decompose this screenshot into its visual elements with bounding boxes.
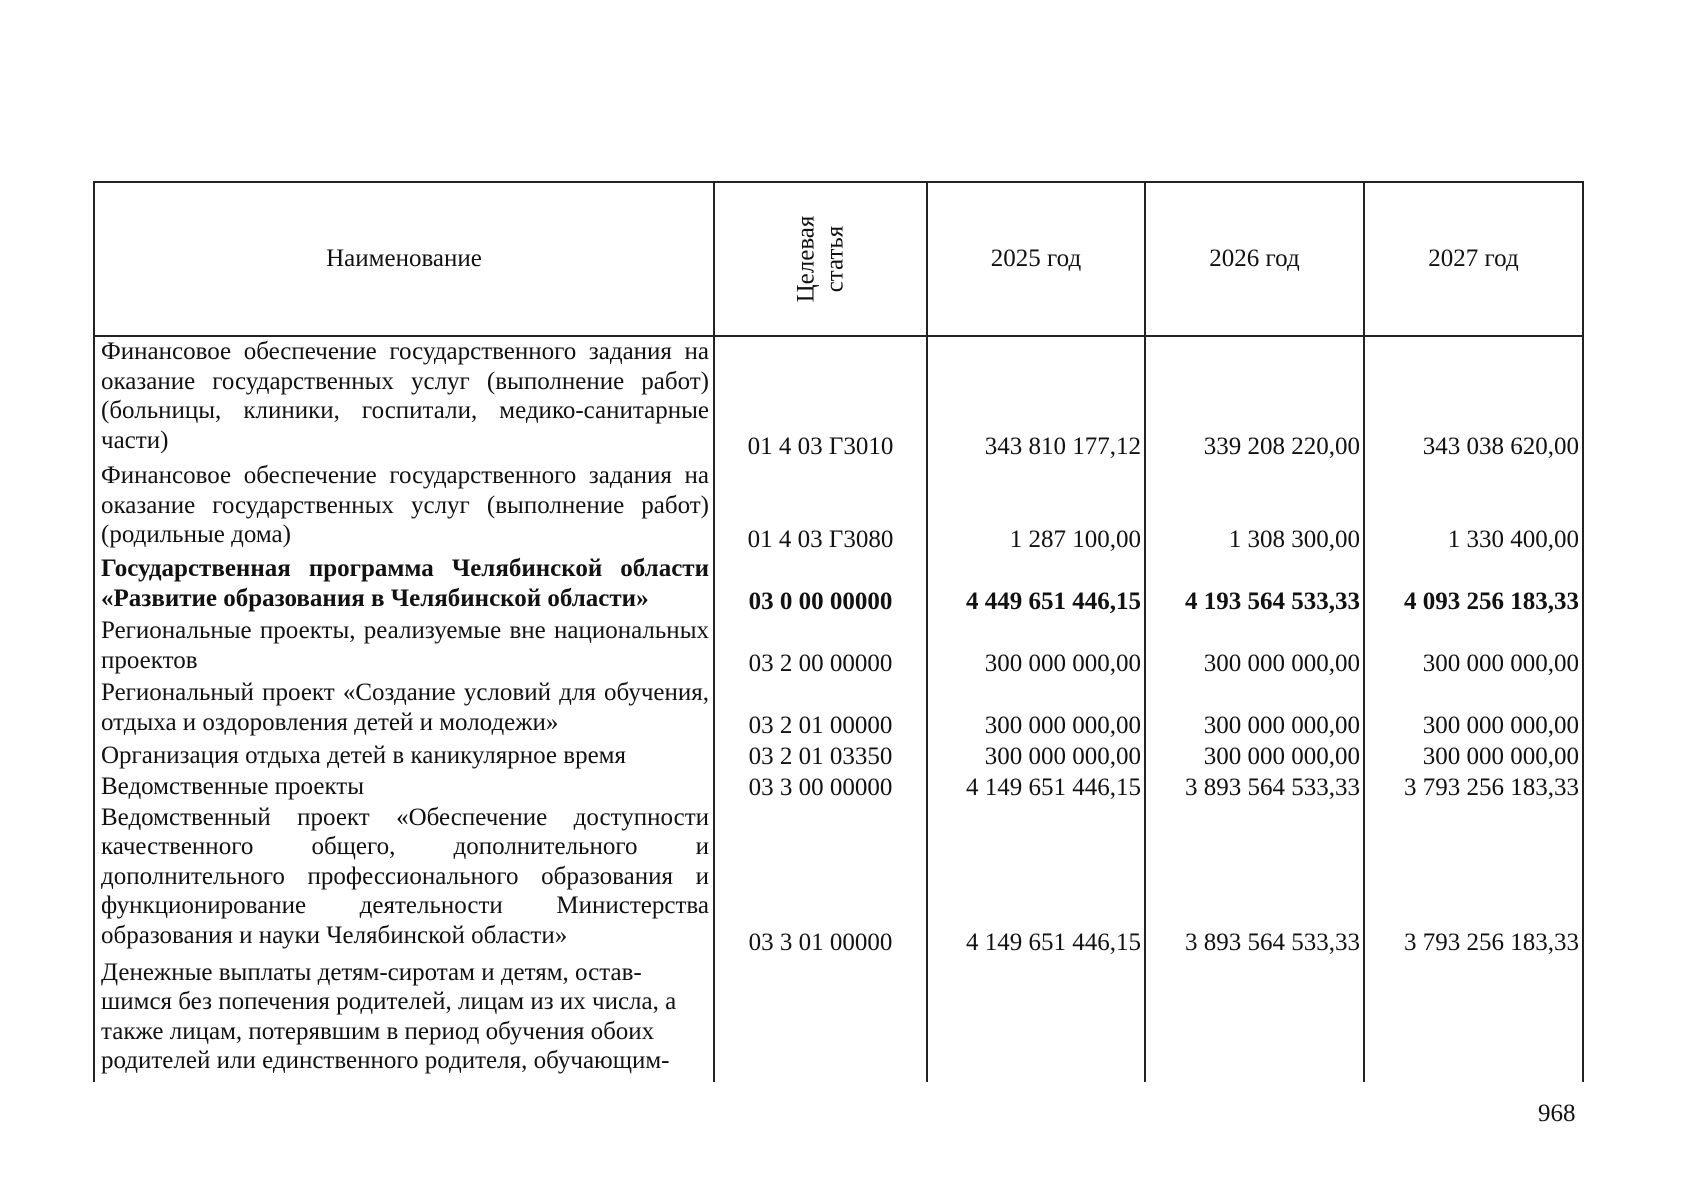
- header-2025: 2025 год: [927, 182, 1145, 336]
- row-2027: 3 793 256 183,33: [1364, 772, 1583, 803]
- table-row-continued: [94, 958, 1583, 1082]
- row-name: Финансовое обеспечение государственного задания на оказание государственных услуг (выполнение работ) (больницы, клиники, госпитали, медико-санитарные части): [94, 336, 714, 461]
- row-code: 03 3 01 00000: [714, 803, 927, 958]
- row-code: 01 4 03 Г3080: [714, 461, 927, 554]
- table-row: [94, 803, 1583, 958]
- row-code: 03 2 01 03350: [714, 741, 927, 772]
- row-2027: 1 330 400,00: [1364, 461, 1583, 554]
- row-2025: 300 000 000,00: [927, 616, 1145, 678]
- header-target-line2: статья: [821, 225, 849, 293]
- table-row: [94, 554, 1583, 616]
- row-2026: 3 893 564 533,33: [1145, 803, 1364, 958]
- row-name: Финансовое обеспечение государственного задания на оказание государственных услуг (выполнение работ) (родильные дома): [94, 461, 714, 554]
- row-name: Организация отдыха детей в каникулярное время: [94, 741, 714, 772]
- row-2025: 1 287 100,00: [927, 461, 1145, 554]
- row-2027: 300 000 000,00: [1364, 616, 1583, 678]
- row-2026: 300 000 000,00: [1145, 616, 1364, 678]
- row-name-line: также лицам, потерявшим в период обучения обоих: [101, 1017, 655, 1045]
- row-code: 03 2 00 00000: [714, 616, 927, 678]
- row-2026-empty: [1145, 958, 1364, 1082]
- header-2026: 2026 год: [1145, 182, 1364, 336]
- row-2025: 4 449 651 446,15: [927, 554, 1145, 616]
- row-2026: 300 000 000,00: [1145, 678, 1364, 740]
- page-number: 968: [1538, 1100, 1576, 1127]
- row-code: 03 0 00 00000: [714, 554, 927, 616]
- row-2027: 343 038 620,00: [1364, 336, 1583, 461]
- table-row: [94, 461, 1583, 554]
- row-name: Региональные проекты, реализуемые вне национальных проектов: [94, 616, 714, 678]
- row-2025: 300 000 000,00: [927, 741, 1145, 772]
- row-name-line: родителей или единственного родителя, обучающим-: [101, 1047, 670, 1075]
- row-2027-empty: [1364, 958, 1583, 1082]
- table-header-row: [94, 182, 1583, 336]
- row-name: Государственная программа Челябинской области «Развитие образования в Челябинской области»: [94, 554, 714, 616]
- header-target-article-rotated: [791, 215, 849, 302]
- row-2025: 300 000 000,00: [927, 678, 1145, 740]
- row-2026: 3 893 564 533,33: [1145, 772, 1364, 803]
- row-2027: 3 793 256 183,33: [1364, 803, 1583, 958]
- budget-table: [93, 181, 1584, 1082]
- row-code: 01 4 03 Г3010: [714, 336, 927, 461]
- row-2027: 300 000 000,00: [1364, 741, 1583, 772]
- table-row: [94, 616, 1583, 678]
- table-row: [94, 772, 1583, 803]
- row-name: Ведомственный проект «Обеспечение доступности качественного общего, дополнительного и дополнительного профессионального образования и функционирование деятельности Министерства образования и науки Челябинской области»: [94, 803, 714, 958]
- row-code: 03 3 00 00000: [714, 772, 927, 803]
- row-2026: 300 000 000,00: [1145, 741, 1364, 772]
- row-name-line: Денежные выплаты детям-сиротам и детям, остав-: [101, 958, 642, 986]
- row-2026: 339 208 220,00: [1145, 336, 1364, 461]
- table-row: [94, 741, 1583, 772]
- row-2025: 4 149 651 446,15: [927, 772, 1145, 803]
- row-name-line: шимся без попечения родителей, лицам из их числа, а: [101, 988, 677, 1016]
- row-name-continued: [94, 958, 714, 1082]
- row-2026: 4 193 564 533,33: [1145, 554, 1364, 616]
- row-2026: 1 308 300,00: [1145, 461, 1364, 554]
- row-2027: 4 093 256 183,33: [1364, 554, 1583, 616]
- row-2025: 343 810 177,12: [927, 336, 1145, 461]
- row-2025-empty: [927, 958, 1145, 1082]
- row-code: 03 2 01 00000: [714, 678, 927, 740]
- row-2027: 300 000 000,00: [1364, 678, 1583, 740]
- header-2027: 2027 год: [1364, 182, 1583, 336]
- header-target-article: [714, 182, 927, 336]
- header-name: Наименование: [94, 182, 714, 336]
- row-name: Региональный проект «Создание условий для обучения, отдыха и оздоровления детей и молодежи»: [94, 678, 714, 740]
- table-row: [94, 678, 1583, 740]
- row-code-empty: [714, 958, 927, 1082]
- table-row: [94, 336, 1583, 461]
- row-name: Ведомственные проекты: [94, 772, 714, 803]
- header-target-line1: Целевая: [792, 215, 820, 303]
- row-2025: 4 149 651 446,15: [927, 803, 1145, 958]
